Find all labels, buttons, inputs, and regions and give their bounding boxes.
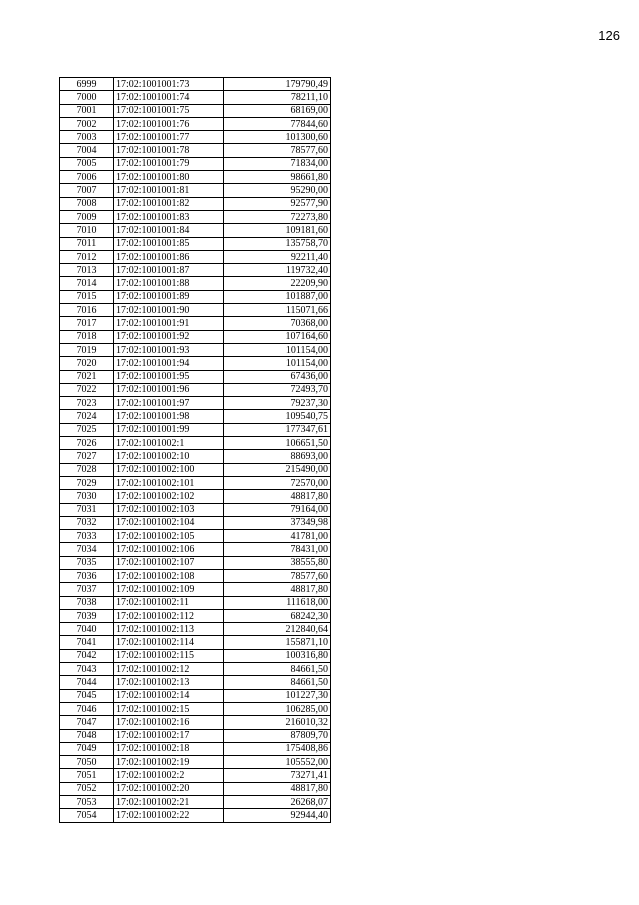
cadastral-number-cell: 17:02:1001001:91 — [114, 317, 224, 330]
row-number-cell: 7023 — [60, 397, 114, 410]
cadastral-number-cell: 17:02:1001001:75 — [114, 104, 224, 117]
value-cell: 78431,00 — [224, 543, 331, 556]
cadastral-number-cell: 17:02:1001002:19 — [114, 756, 224, 769]
value-cell: 72493,70 — [224, 383, 331, 396]
table-row — [60, 503, 331, 516]
row-number-cell: 7030 — [60, 490, 114, 503]
row-number-cell: 7024 — [60, 410, 114, 423]
table-row — [60, 663, 331, 676]
row-number-cell: 7044 — [60, 676, 114, 689]
cadastral-number-cell: 17:02:1001001:95 — [114, 370, 224, 383]
row-number-cell: 7013 — [60, 264, 114, 277]
table-row — [60, 596, 331, 609]
table-row — [60, 716, 331, 729]
value-cell: 115071,66 — [224, 304, 331, 317]
table-row — [60, 157, 331, 170]
table-row — [60, 689, 331, 702]
value-cell: 106651,50 — [224, 437, 331, 450]
value-cell: 215490,00 — [224, 463, 331, 476]
row-number-cell: 7045 — [60, 689, 114, 702]
cadastral-number-cell: 17:02:1001001:93 — [114, 343, 224, 356]
cadastral-number-cell: 17:02:1001001:98 — [114, 410, 224, 423]
row-number-cell: 7027 — [60, 450, 114, 463]
cadastral-number-cell: 17:02:1001001:99 — [114, 423, 224, 436]
table-row — [60, 809, 331, 822]
value-cell: 67436,00 — [224, 370, 331, 383]
value-cell: 106285,00 — [224, 702, 331, 715]
cadastral-number-cell: 17:02:1001001:74 — [114, 91, 224, 104]
value-cell: 68242,30 — [224, 609, 331, 622]
value-cell: 70368,00 — [224, 317, 331, 330]
table-row — [60, 583, 331, 596]
table-row — [60, 676, 331, 689]
table-row — [60, 476, 331, 489]
row-number-cell: 7021 — [60, 370, 114, 383]
cadastral-number-cell: 17:02:1001002:22 — [114, 809, 224, 822]
value-cell: 88693,00 — [224, 450, 331, 463]
row-number-cell: 7039 — [60, 609, 114, 622]
cadastral-number-cell: 17:02:1001001:82 — [114, 197, 224, 210]
value-cell: 48817,80 — [224, 490, 331, 503]
table-row — [60, 410, 331, 423]
table-row — [60, 437, 331, 450]
value-cell: 135758,70 — [224, 237, 331, 250]
row-number-cell: 7038 — [60, 596, 114, 609]
cadastral-number-cell: 17:02:1001001:76 — [114, 117, 224, 130]
cadastral-number-cell: 17:02:1001002:112 — [114, 609, 224, 622]
table-row — [60, 131, 331, 144]
value-cell: 41781,00 — [224, 530, 331, 543]
value-cell: 109181,60 — [224, 224, 331, 237]
row-number-cell: 7005 — [60, 157, 114, 170]
cadastral-number-cell: 17:02:1001002:11 — [114, 596, 224, 609]
value-cell: 109540,75 — [224, 410, 331, 423]
table-row — [60, 117, 331, 130]
value-cell: 98661,80 — [224, 171, 331, 184]
cadastral-number-cell: 17:02:1001002:13 — [114, 676, 224, 689]
table-row — [60, 543, 331, 556]
table-row — [60, 78, 331, 91]
table-row — [60, 423, 331, 436]
value-cell: 37349,98 — [224, 516, 331, 529]
value-cell: 68169,00 — [224, 104, 331, 117]
cadastral-number-cell: 17:02:1001002:18 — [114, 742, 224, 755]
cadastral-number-cell: 17:02:1001001:94 — [114, 357, 224, 370]
cadastral-number-cell: 17:02:1001002:113 — [114, 623, 224, 636]
table-row — [60, 782, 331, 795]
cadastral-number-cell: 17:02:1001001:81 — [114, 184, 224, 197]
row-number-cell: 7026 — [60, 437, 114, 450]
value-cell: 105552,00 — [224, 756, 331, 769]
table-row — [60, 450, 331, 463]
value-cell: 111618,00 — [224, 596, 331, 609]
table-row — [60, 184, 331, 197]
value-cell: 78577,60 — [224, 144, 331, 157]
value-cell: 84661,50 — [224, 663, 331, 676]
value-cell: 48817,80 — [224, 583, 331, 596]
value-cell: 92944,40 — [224, 809, 331, 822]
row-number-cell: 7019 — [60, 343, 114, 356]
row-number-cell: 7051 — [60, 769, 114, 782]
value-cell: 48817,80 — [224, 782, 331, 795]
row-number-cell: 7008 — [60, 197, 114, 210]
table-row — [60, 317, 331, 330]
cadastral-number-cell: 17:02:1001002:101 — [114, 476, 224, 489]
value-cell: 87809,70 — [224, 729, 331, 742]
row-number-cell: 7047 — [60, 716, 114, 729]
row-number-cell: 7000 — [60, 91, 114, 104]
value-cell: 78211,10 — [224, 91, 331, 104]
value-cell: 22209,90 — [224, 277, 331, 290]
cadastral-number-cell: 17:02:1001001:84 — [114, 224, 224, 237]
cadastral-number-cell: 17:02:1001002:108 — [114, 569, 224, 582]
table-row — [60, 197, 331, 210]
row-number-cell: 7042 — [60, 649, 114, 662]
table-row — [60, 702, 331, 715]
table-row — [60, 569, 331, 582]
cadastral-number-cell: 17:02:1001001:77 — [114, 131, 224, 144]
table-row — [60, 370, 331, 383]
cadastral-number-cell: 17:02:1001002:103 — [114, 503, 224, 516]
value-cell: 73271,41 — [224, 769, 331, 782]
value-cell: 92577,90 — [224, 197, 331, 210]
row-number-cell: 7035 — [60, 556, 114, 569]
cadastral-number-cell: 17:02:1001002:114 — [114, 636, 224, 649]
row-number-cell: 7041 — [60, 636, 114, 649]
row-number-cell: 7048 — [60, 729, 114, 742]
table-row — [60, 383, 331, 396]
row-number-cell: 7032 — [60, 516, 114, 529]
value-cell: 155871,10 — [224, 636, 331, 649]
table-row — [60, 556, 331, 569]
value-cell: 92211,40 — [224, 250, 331, 263]
row-number-cell: 7040 — [60, 623, 114, 636]
table-row — [60, 516, 331, 529]
value-cell: 179790,49 — [224, 78, 331, 91]
value-cell: 101154,00 — [224, 343, 331, 356]
value-cell: 72273,80 — [224, 210, 331, 223]
row-number-cell: 7009 — [60, 210, 114, 223]
row-number-cell: 7036 — [60, 569, 114, 582]
cadastral-number-cell: 17:02:1001002:105 — [114, 530, 224, 543]
value-cell: 216010,32 — [224, 716, 331, 729]
table-row — [60, 250, 331, 263]
table-row — [60, 609, 331, 622]
value-cell: 101300,60 — [224, 131, 331, 144]
row-number-cell: 7031 — [60, 503, 114, 516]
table-row — [60, 530, 331, 543]
row-number-cell: 7052 — [60, 782, 114, 795]
cadastral-number-cell: 17:02:1001001:83 — [114, 210, 224, 223]
cadastral-number-cell: 17:02:1001001:79 — [114, 157, 224, 170]
cadastral-number-cell: 17:02:1001002:107 — [114, 556, 224, 569]
value-cell: 72570,00 — [224, 476, 331, 489]
cadastral-number-cell: 17:02:1001001:90 — [114, 304, 224, 317]
cadastral-number-cell: 17:02:1001002:102 — [114, 490, 224, 503]
table-row — [60, 264, 331, 277]
row-number-cell: 7025 — [60, 423, 114, 436]
cadastral-number-cell: 17:02:1001002:100 — [114, 463, 224, 476]
row-number-cell: 7003 — [60, 131, 114, 144]
row-number-cell: 7014 — [60, 277, 114, 290]
row-number-cell: 7054 — [60, 809, 114, 822]
value-cell: 71834,00 — [224, 157, 331, 170]
table-row — [60, 490, 331, 503]
cadastral-number-cell: 17:02:1001002:14 — [114, 689, 224, 702]
table-row — [60, 224, 331, 237]
value-cell: 101227,30 — [224, 689, 331, 702]
value-cell: 101887,00 — [224, 290, 331, 303]
table-row — [60, 623, 331, 636]
row-number-cell: 7033 — [60, 530, 114, 543]
row-number-cell: 7012 — [60, 250, 114, 263]
table-row — [60, 769, 331, 782]
table-row — [60, 237, 331, 250]
row-number-cell: 7016 — [60, 304, 114, 317]
cadastral-number-cell: 17:02:1001001:89 — [114, 290, 224, 303]
row-number-cell: 7020 — [60, 357, 114, 370]
table-row — [60, 756, 331, 769]
value-cell: 177347,61 — [224, 423, 331, 436]
cadastral-number-cell: 17:02:1001002:16 — [114, 716, 224, 729]
cadastral-number-cell: 17:02:1001002:106 — [114, 543, 224, 556]
cadastral-number-cell: 17:02:1001002:17 — [114, 729, 224, 742]
cadastral-number-cell: 17:02:1001002:104 — [114, 516, 224, 529]
row-number-cell: 7029 — [60, 476, 114, 489]
row-number-cell: 7018 — [60, 330, 114, 343]
row-number-cell: 7015 — [60, 290, 114, 303]
cadastral-value-table — [59, 77, 331, 823]
table-row — [60, 210, 331, 223]
table-row — [60, 636, 331, 649]
table-row — [60, 304, 331, 317]
row-number-cell: 7004 — [60, 144, 114, 157]
table-row — [60, 330, 331, 343]
cadastral-number-cell: 17:02:1001001:87 — [114, 264, 224, 277]
cadastral-number-cell: 17:02:1001001:85 — [114, 237, 224, 250]
table-row — [60, 742, 331, 755]
row-number-cell: 7002 — [60, 117, 114, 130]
value-cell: 77844,60 — [224, 117, 331, 130]
cadastral-number-cell: 17:02:1001002:15 — [114, 702, 224, 715]
cadastral-number-cell: 17:02:1001002:21 — [114, 796, 224, 809]
cadastral-number-cell: 17:02:1001002:115 — [114, 649, 224, 662]
value-cell: 95290,00 — [224, 184, 331, 197]
table-row — [60, 343, 331, 356]
cadastral-number-cell: 17:02:1001002:2 — [114, 769, 224, 782]
table-row — [60, 144, 331, 157]
value-cell: 100316,80 — [224, 649, 331, 662]
cadastral-number-cell: 17:02:1001001:88 — [114, 277, 224, 290]
row-number-cell: 7037 — [60, 583, 114, 596]
value-cell: 84661,50 — [224, 676, 331, 689]
value-cell: 79237,30 — [224, 397, 331, 410]
cadastral-number-cell: 17:02:1001002:12 — [114, 663, 224, 676]
table-row — [60, 91, 331, 104]
cadastral-number-cell: 17:02:1001001:86 — [114, 250, 224, 263]
cadastral-number-cell: 17:02:1001001:96 — [114, 383, 224, 396]
value-cell: 79164,00 — [224, 503, 331, 516]
table-row — [60, 277, 331, 290]
row-number-cell: 7053 — [60, 796, 114, 809]
cadastral-number-cell: 17:02:1001002:1 — [114, 437, 224, 450]
value-cell: 107164,60 — [224, 330, 331, 343]
table-row — [60, 104, 331, 117]
row-number-cell: 7050 — [60, 756, 114, 769]
cadastral-number-cell: 17:02:1001001:78 — [114, 144, 224, 157]
table-row — [60, 729, 331, 742]
row-number-cell: 7022 — [60, 383, 114, 396]
row-number-cell: 6999 — [60, 78, 114, 91]
page-number: 126 — [598, 28, 620, 43]
value-cell: 38555,80 — [224, 556, 331, 569]
row-number-cell: 7010 — [60, 224, 114, 237]
cadastral-number-cell: 17:02:1001002:10 — [114, 450, 224, 463]
value-cell: 26268,07 — [224, 796, 331, 809]
value-cell: 101154,00 — [224, 357, 331, 370]
row-number-cell: 7046 — [60, 702, 114, 715]
cadastral-number-cell: 17:02:1001001:92 — [114, 330, 224, 343]
value-cell: 175408,86 — [224, 742, 331, 755]
cadastral-number-cell: 17:02:1001001:73 — [114, 78, 224, 91]
table-row — [60, 357, 331, 370]
row-number-cell: 7011 — [60, 237, 114, 250]
row-number-cell: 7001 — [60, 104, 114, 117]
row-number-cell: 7028 — [60, 463, 114, 476]
row-number-cell: 7017 — [60, 317, 114, 330]
table-row — [60, 397, 331, 410]
table-row — [60, 171, 331, 184]
table-body — [60, 78, 331, 823]
row-number-cell: 7043 — [60, 663, 114, 676]
cadastral-number-cell: 17:02:1001002:20 — [114, 782, 224, 795]
row-number-cell: 7006 — [60, 171, 114, 184]
cadastral-number-cell: 17:02:1001001:80 — [114, 171, 224, 184]
table-row — [60, 290, 331, 303]
table-row — [60, 796, 331, 809]
cadastral-number-cell: 17:02:1001002:109 — [114, 583, 224, 596]
value-cell: 119732,40 — [224, 264, 331, 277]
row-number-cell: 7007 — [60, 184, 114, 197]
table-row — [60, 649, 331, 662]
value-cell: 212840,64 — [224, 623, 331, 636]
row-number-cell: 7049 — [60, 742, 114, 755]
table-row — [60, 463, 331, 476]
cadastral-number-cell: 17:02:1001001:97 — [114, 397, 224, 410]
value-cell: 78577,60 — [224, 569, 331, 582]
row-number-cell: 7034 — [60, 543, 114, 556]
